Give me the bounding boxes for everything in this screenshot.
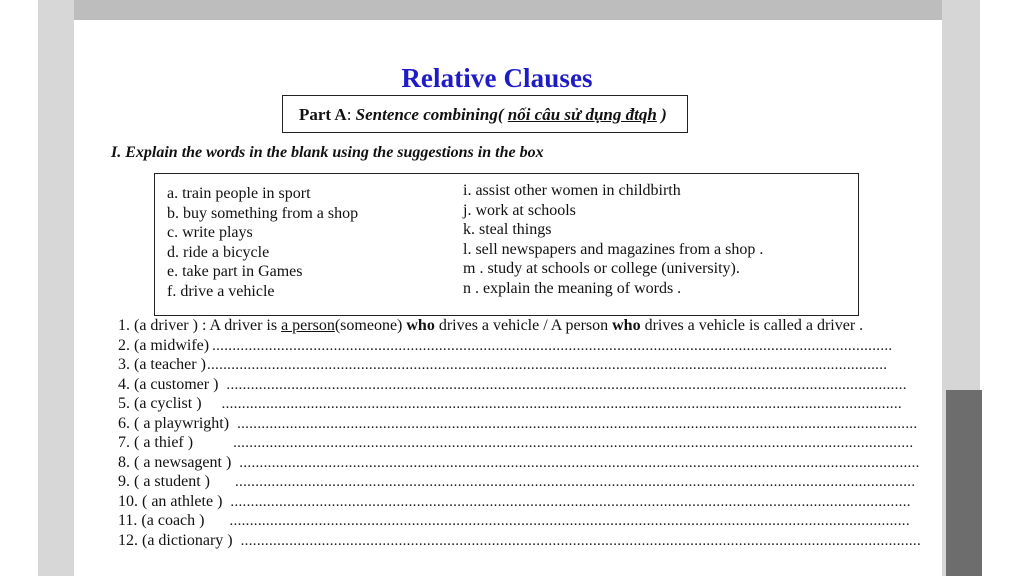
- page-title: Relative Clauses: [401, 63, 593, 93]
- answer-label: 9. ( a student ): [118, 473, 210, 490]
- answer-line: [118, 336, 898, 356]
- answer-label: 10. ( an athlete ): [118, 492, 223, 510]
- answer-blank[interactable]: ........................................................................................................................................................................: [212, 337, 893, 354]
- part-note: nối câu sử dụng đtqh: [507, 105, 657, 124]
- suggestion-item: m . study at schools or college (university).: [463, 260, 740, 277]
- cut-off-line: [474, 568, 674, 576]
- part-a-box: [282, 95, 688, 133]
- suggestion-item: n . explain the meaning of words .: [463, 279, 682, 297]
- answer-line: [118, 472, 916, 492]
- suggestions-right-column: [463, 181, 763, 298]
- example-prefix: 1. (a driver ) : A driver is: [118, 317, 282, 334]
- answer-blank[interactable]: ........................................................................................................................................................................: [237, 415, 918, 432]
- page-top-strip: [74, 0, 942, 20]
- suggestion-item: b. buy something from a shop: [167, 204, 359, 222]
- answer-label: 2. (a midwife): [118, 336, 210, 354]
- part-label: Part A: [299, 105, 347, 124]
- exercise-list: [118, 316, 922, 550]
- answer-blank[interactable]: ........................................................................................................................................................................: [240, 532, 922, 549]
- answer-line: [118, 453, 920, 473]
- answer-label: 7. ( a thief ): [118, 434, 194, 451]
- suggestion-item: f. drive a vehicle: [167, 282, 275, 300]
- answer-blank[interactable]: ........................................................................................................................................................................: [230, 493, 911, 510]
- answer-line: [118, 355, 898, 375]
- answer-line: [118, 492, 911, 512]
- answer-label: 12. (a dictionary ): [118, 531, 233, 549]
- answer-blank[interactable]: ........................................................................................................................................................................: [221, 396, 902, 412]
- suggestion-item: a. train people in sport: [167, 185, 311, 202]
- suggestion-item: l. sell newspapers and magazines from a shop .: [463, 240, 764, 258]
- answer-label: 8. ( a newsagent ): [118, 453, 232, 471]
- answer-blank[interactable]: ........................................................................................................................................................................: [226, 376, 907, 393]
- suggestion-item: d. ride a bicycle: [167, 243, 270, 261]
- page-shadow-left: [38, 0, 74, 576]
- answer-blank[interactable]: ........................................................................................................................................................................: [234, 474, 916, 490]
- left-margin: [0, 0, 38, 576]
- suggestion-item: c. write plays: [167, 224, 253, 241]
- worksheet-page: [74, 20, 942, 576]
- example-middle: (someone): [334, 317, 407, 334]
- answer-line: [118, 414, 918, 434]
- suggestions-box: [154, 173, 859, 316]
- answer-blank[interactable]: ........................................................................................................................................................................: [229, 513, 910, 529]
- answer-line: [118, 375, 907, 395]
- part-separator: :: [346, 105, 352, 124]
- answer-blank[interactable]: ........................................................................................................................................................................: [206, 357, 888, 373]
- answer-line: [118, 433, 914, 453]
- exercise-instruction: I. Explain the words in the blank using the suggestions in the box: [111, 144, 544, 161]
- part-text: Sentence combining(: [355, 105, 504, 124]
- scrollbar-thumb[interactable]: [946, 390, 982, 576]
- answer-line: [118, 511, 910, 531]
- suggestion-item: j. work at schools: [463, 201, 576, 219]
- suggestion-item: i. assist other women in childbirth: [463, 182, 681, 199]
- part-close: ): [661, 105, 667, 124]
- example-answer: [118, 316, 898, 336]
- answer-label: 6. ( a playwright): [118, 414, 230, 432]
- suggestions-left-column: [167, 184, 358, 301]
- example-suffix: drives a vehicle is called a driver .: [640, 317, 864, 334]
- example-who-first: who: [406, 317, 435, 334]
- answer-label: 5. (a cyclist ): [118, 395, 202, 412]
- answer-blank[interactable]: ........................................................................................................................................................................: [233, 435, 914, 451]
- answer-line: [118, 394, 902, 414]
- suggestion-item: k. steal things: [463, 221, 552, 238]
- scrollbar-track[interactable]: [980, 0, 1024, 576]
- answer-line: [118, 531, 922, 551]
- example-after-who: drives a vehicle / A person: [434, 317, 613, 334]
- answer-blank[interactable]: ........................................................................................................................................................................: [239, 454, 920, 471]
- example-underlined: a person: [281, 317, 335, 334]
- answer-label: 3. (a teacher ): [118, 356, 206, 373]
- suggestion-item: e. take part in Games: [167, 263, 303, 280]
- answer-label: 11. (a coach ): [118, 512, 205, 529]
- example-who-second: who: [612, 317, 641, 334]
- answer-label: 4. (a customer ): [118, 375, 219, 393]
